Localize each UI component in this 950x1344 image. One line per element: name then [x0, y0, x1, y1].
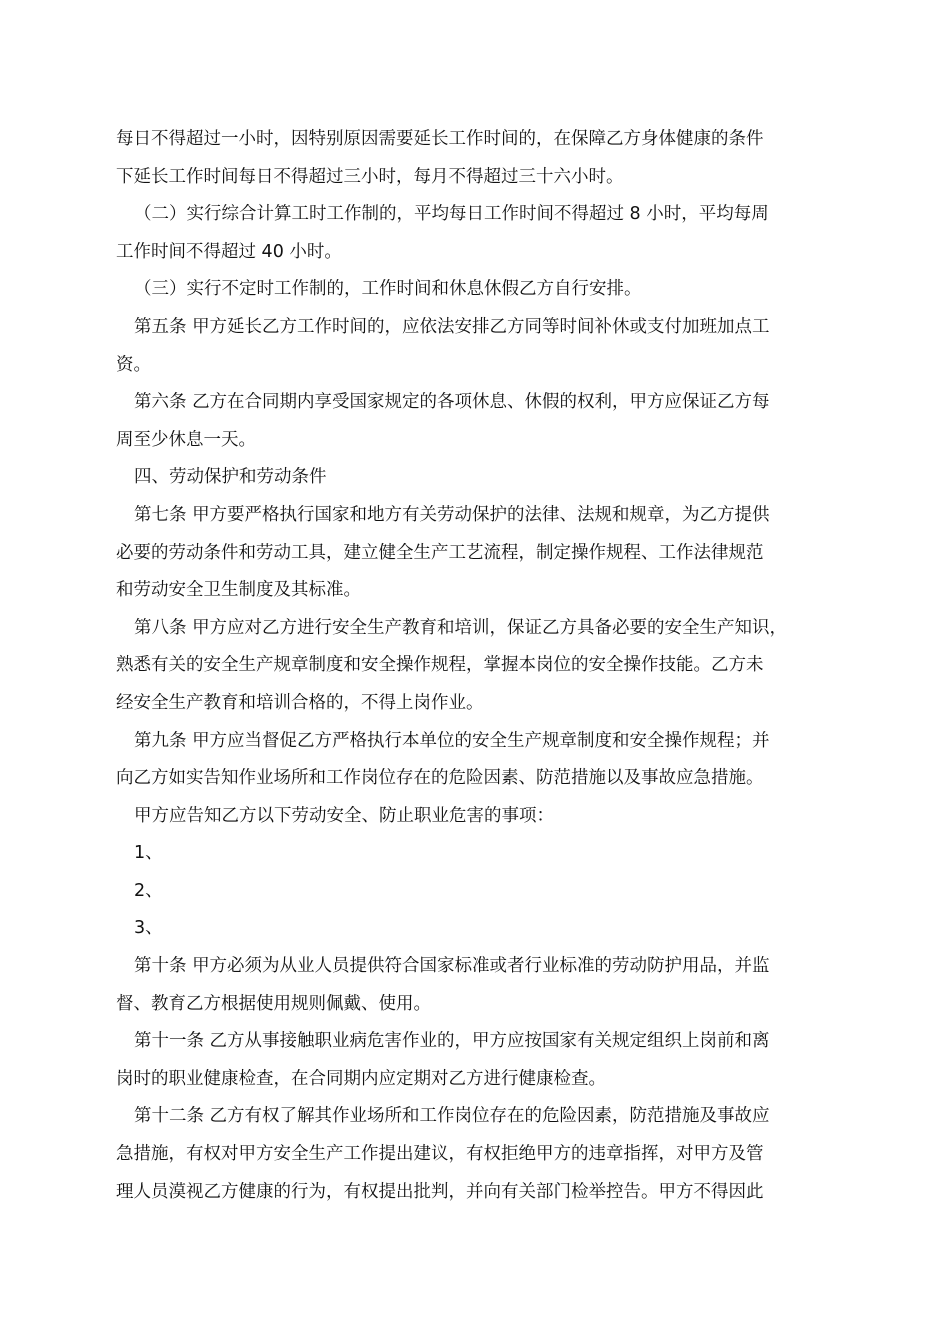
document-text-line: 每日不得超过一小时，因特别原因需要延长工作时间的，在保障乙方身体健康的条件 — [116, 129, 764, 149]
document-text-line: 工作时间不得超过 40 小时。 — [116, 241, 342, 262]
document-text-line: 资。 — [116, 354, 151, 375]
document-text-line: （二）实行综合计算工时工作制的，平均每日工作时间不得超过 8 小时，平均每周 — [134, 204, 769, 225]
document-text-line: 第五条 甲方延长乙方工作时间的，应依法安排乙方同等时间补休或支付加班加点工 — [134, 316, 770, 337]
document-text-line: 第九条 甲方应当督促乙方严格执行本单位的安全生产规章制度和安全操作规程；并 — [134, 730, 770, 751]
document-text-line: 1、 — [134, 843, 163, 864]
document-text-line: 经安全生产教育和培训合格的，不得上岗作业。 — [116, 692, 484, 713]
document-body — [116, 121, 840, 1211]
document-text-line: 理人员漠视乙方健康的行为，有权提出批判，并向有关部门检举控告。甲方不得因此 — [116, 1181, 764, 1202]
document-text-line: 督、教育乙方根据使用规则佩戴、使用。 — [116, 993, 431, 1014]
document-text-line: 甲方应告知乙方以下劳动安全、防止职业危害的事项： — [134, 805, 554, 826]
document-text-line: （三）实行不定时工作制的，工作时间和休息休假乙方自行安排。 — [134, 279, 642, 300]
document-text-line: 第十二条 乙方有权了解其作业场所和工作岗位存在的危险因素，防范措施及事故应 — [134, 1106, 770, 1127]
document-text-line: 第十条 甲方必须为从业人员提供符合国家标准或者行业标准的劳动防护用品，并监 — [134, 956, 770, 977]
document-text-line: 急措施，有权对甲方安全生产工作提出建议，有权拒绝甲方的违章指挥，对甲方及管 — [116, 1144, 764, 1165]
document-text-line: 第八条 甲方应对乙方进行安全生产教育和培训，保证乙方具备必要的安全生产知识， — [134, 617, 788, 638]
document-text-line: 第十一条 乙方从事接触职业病危害作业的，甲方应按国家有关规定组织上岗前和离 — [134, 1031, 770, 1052]
document-text-line: 必要的劳动条件和劳动工具，建立健全生产工艺流程，制定操作规程、工作法律规范 — [116, 542, 764, 563]
document-text-line: 熟悉有关的安全生产规章制度和安全操作规程，掌握本岗位的安全操作技能。乙方未 — [116, 655, 764, 676]
document-text-line: 岗时的职业健康检查，在合同期内应定期对乙方进行健康检查。 — [116, 1068, 606, 1089]
document-text-line: 和劳动安全卫生制度及其标准。 — [116, 580, 361, 601]
document-text-line: 四、劳动保护和劳动条件 — [134, 467, 327, 488]
document-text-line: 第六条 乙方在合同期内享受国家规定的各项休息、休假的权利，甲方应保证乙方每 — [134, 392, 770, 413]
document-text-line: 第七条 甲方要严格执行国家和地方有关劳动保护的法律、法规和规章，为乙方提供 — [134, 504, 770, 525]
document-text-line: 下延长工作时间每日不得超过三小时，每月不得超过三十六小时。 — [116, 166, 624, 187]
document-text-line: 周至少休息一天。 — [116, 429, 256, 450]
document-text-line: 向乙方如实告知作业场所和工作岗位存在的危险因素、防范措施以及事故应急措施。 — [116, 768, 764, 789]
document-text-line: 3、 — [134, 918, 163, 939]
document-text-line: 2、 — [134, 880, 163, 901]
